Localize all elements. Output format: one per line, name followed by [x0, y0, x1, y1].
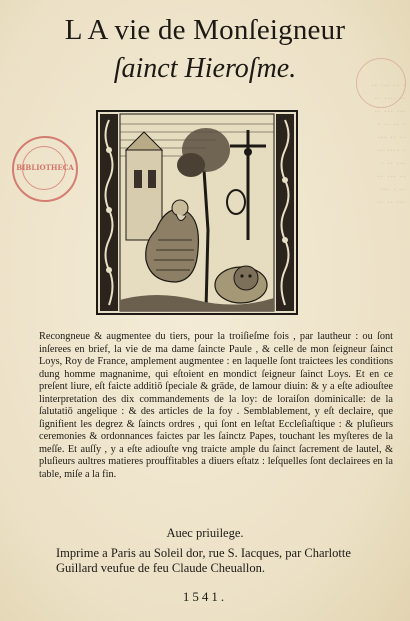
privilege-line: Auec priuilege. — [166, 526, 244, 540]
title-line-2: ſainct Hieroſme. — [113, 53, 297, 84]
left-ornament-border — [100, 114, 118, 311]
publication-year: 1541. — [182, 589, 228, 604]
title-line-1: L A vie de Monſeigneur — [64, 14, 346, 46]
library-stamp-text: BIBLIOTHECA — [16, 163, 74, 172]
library-stamp — [12, 136, 78, 202]
central-scene — [120, 114, 274, 311]
woodcut-saint-jerome-illustration — [96, 110, 298, 315]
right-ornament-border — [276, 114, 294, 311]
show-through-text: ·· ··· ·· · ·· ···· ·· ·· ··· ··· · ·· ·· · ··· ·· ·· ·· ···· · · ·· ··· ·· ··· ·· ··· · ·· ·· ·· ··· — [371, 81, 406, 209]
description-paragraph: Recongneue & augmentee du tiers, pour la troiſieſme fois , par lautheur : ou ſont inſerees en brief, la vie de ma dame ſaincte Paule , & celle de mon ſeigneur ſainct Loys, Roy de France, amplement augmentee : en laquelle ſont traictees les conditions dung homme magnanime, qui eſtoient en mondict ſeigneur ſainct Loys. Et en ce preſent liure, eſt faicte additiō ſpeciale & grāde, de lamour diuin: & y a eſte adiouſtee linterpretation des dix commandements de la loy: de loraiſon dominicalle: de la ſalutatiō angelique : & des articles de la foy . Semblablement, y eſt declaire, que ſignifient les degrez & ſaincts ordres , qui ſont en leſtat Eccleſiaſtique : & pluſieurs ceremonies & ordonnances faictes par les ſainctz Papes, touchant les myſteres de la meſſe. Et auſſy , y a eſte adiouſte vng traicte ample du ſainct ſacrement de lautel, & pluſieurs aultres matieres prouffitables a diuers eſtatz : leſquelles ſont declairees en la table, miſe a la fin. — [39, 331, 393, 480]
lion-figure — [215, 266, 267, 303]
imprint-text: Imprime a Paris au Soleil dor, rue S. Iacques, par Charlotte Guillard veufue de feu Claude Cheuallon. — [56, 546, 351, 575]
